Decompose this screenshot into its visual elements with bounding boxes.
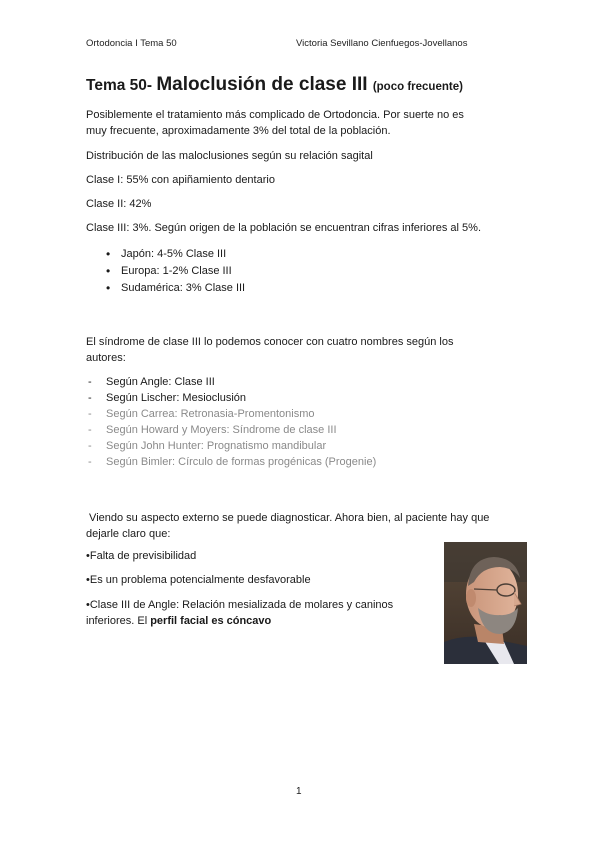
- list-item: • Japón: 4-5% Clase III: [106, 246, 245, 263]
- intro-line-2: muy frecuente, aproximadamente 3% del total de la población.: [86, 125, 391, 137]
- list-item: - Según Lischer: Mesioclusión: [86, 390, 376, 406]
- diagnosis-point-3: •Clase III de Angle: Relación mesializada de molares y caninos: [86, 599, 394, 611]
- syndrome-intro-line-1: El síndrome de clase III lo podemos conocer con cuatro nombres según los: [86, 336, 454, 348]
- title-note: (poco frecuente): [372, 81, 463, 93]
- diagnosis-point-1: •Falta de previsibilidad: [86, 550, 197, 562]
- region-list: [106, 246, 245, 297]
- page-title: [86, 74, 463, 96]
- title-prefix: Tema 50-: [86, 77, 157, 94]
- clase-2-text: Clase II: 42%: [86, 198, 152, 210]
- syndrome-intro-line-2: autores:: [86, 352, 126, 364]
- list-item: - Según Carrea: Retronasia-Promentonismo: [86, 406, 376, 422]
- page-number: 1: [296, 786, 302, 797]
- title-main: Maloclusión de clase III: [156, 74, 373, 95]
- clase-3-text: Clase III: 3%. Según origen de la población se encuentran cifras inferiores al 5%.: [86, 222, 482, 234]
- list-item: • Sudamérica: 3% Clase III: [106, 280, 245, 297]
- diagnosis-line-1: Viendo su aspecto externo se puede diagnosticar. Ahora bien, al paciente hay que: [86, 512, 490, 524]
- distribution-heading: Distribución de las maloclusiones según su relación sagital: [86, 150, 373, 162]
- diagnosis-bold-text: perfil facial es cóncavo: [150, 615, 272, 627]
- portrait-image: [444, 542, 527, 664]
- authors-list: [86, 374, 376, 470]
- header-left: Ortodoncia I Tema 50: [86, 38, 177, 49]
- diagnosis-plain-text: inferiores. El: [86, 615, 151, 627]
- list-item: - Según Angle: Clase III: [86, 374, 376, 390]
- list-item: - Según John Hunter: Prognatismo mandibular: [86, 438, 376, 454]
- diagnosis-point-3-cont: [86, 613, 271, 629]
- clase-1-text: Clase I: 55% con apiñamiento dentario: [86, 174, 275, 186]
- list-item: • Europa: 1-2% Clase III: [106, 263, 245, 280]
- header-right: Victoria Sevillano Cienfuegos-Jovellanos: [296, 38, 468, 49]
- diagnosis-point-2: •Es un problema potencialmente desfavorable: [86, 574, 311, 586]
- diagnosis-line-2: dejarle claro que:: [86, 528, 171, 540]
- list-item: - Según Bimler: Círculo de formas progénicas (Progenie): [86, 454, 376, 470]
- intro-line-1: Posiblemente el tratamiento más complicado de Ortodoncia. Por suerte no es: [86, 109, 464, 121]
- profile-photo: [444, 542, 527, 664]
- list-item: - Según Howard y Moyers: Síndrome de clase III: [86, 422, 376, 438]
